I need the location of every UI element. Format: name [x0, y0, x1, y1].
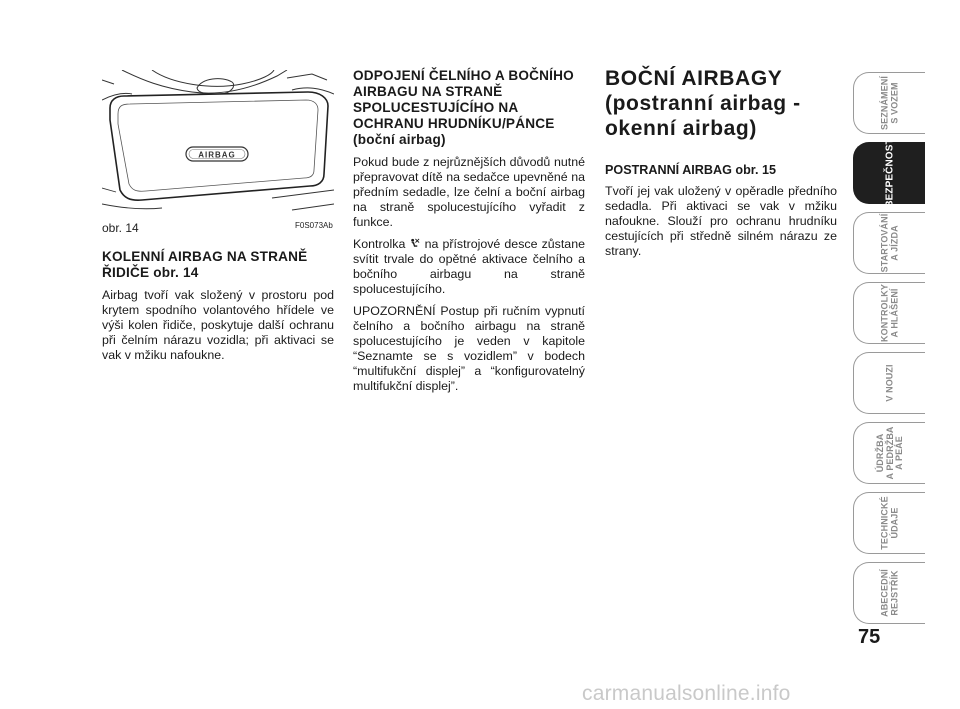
tab-label: ÚDRŽBA A PEDRŽBA A PEÁE — [874, 426, 904, 480]
tab-v-nouzi[interactable] — [853, 352, 925, 414]
tab-kontrolky-a-hlaseni[interactable] — [853, 282, 925, 344]
tab-technicke-udaje[interactable] — [853, 492, 925, 554]
knee-airbag-paragraph: Airbag tvoří vak složený v prostoru pod krytem spodního volantového hřídele ve výši kolen řidiče, poskytuje další ochranu při čelním nárazu vozidla; při aktivaci se vak v mžiku nafoukne. — [102, 288, 334, 362]
tab-abecedni-rejstrik[interactable] — [853, 562, 925, 624]
deactivation-paragraph-3: UPOZORNĚNÍ Postup při ručním vypnutí čelního a bočního airbagu na straně spolucestujícího je veden v kapitole “Seznamte se s vozidlem” v bodech “multifukční displej” a “konfigurovatelný multifukční displej”. — [353, 304, 585, 393]
side-airbag-subheading: POSTRANNÍ AIRBAG obr. 15 — [605, 163, 776, 177]
warning-lamp-text-after: na přístrojové desce zůstane svítit trvale do opětné aktivace čelního a bočního airbagu na straně spolucestujícího. — [353, 237, 585, 296]
tab-label: SEZNÁMENÍ S VOZEM — [879, 76, 899, 130]
column-knee-airbag — [102, 249, 334, 370]
airbag-illustration — [102, 70, 334, 217]
column-airbag-deactivation — [353, 68, 585, 401]
passenger-airbag-off-lamp-icon — [409, 238, 420, 249]
deactivation-paragraph-2 — [353, 237, 585, 297]
column-side-airbags — [605, 66, 837, 266]
deactivation-heading-sub: (boční airbag) — [353, 132, 446, 147]
deactivation-paragraph-1: Pokud bude z nejrůznějších důvodů nutné přepravovat dítě na sedačce upevněné na předním sedadle, lze čelní a boční airbag na straně spolucestujícího vyřadit z funkce. — [353, 155, 585, 229]
tab-seznameni-s-vozem[interactable] — [853, 72, 925, 134]
tab-bezpecnost[interactable] — [853, 138, 925, 208]
knee-airbag-drawing — [102, 70, 334, 217]
tab-startovani-a-jizda[interactable] — [853, 212, 925, 274]
title-line-3: okenní airbag) — [605, 117, 757, 140]
airbag-badge-text: AIRBAG — [198, 150, 236, 160]
watermark: carmanualsonline.info — [582, 682, 791, 705]
tab-label: V NOUZI — [883, 364, 894, 402]
tab-label: TECHNICKÉ ÚDAJE — [879, 496, 899, 550]
side-airbag-paragraph: Tvoří jej vak uložený v opěradle předního sedadla. Při aktivaci se vak v mžiku nafoukne. Slouží pro ochranu hrudníku cestujících při středně silném nárazu ze strany. — [605, 184, 837, 258]
side-airbags-title — [605, 66, 837, 141]
knee-airbag-heading: KOLENNÍ AIRBAG NA STRANĚ ŘIDIČE obr. 14 — [102, 249, 308, 280]
figure-code: F0S073Ab — [295, 221, 333, 230]
tab-label: BEZPEČNOST — [883, 138, 895, 208]
title-line-2: (postranní airbag - — [605, 92, 801, 115]
deactivation-heading: ODPOJENÍ ČELNÍHO A BOČNÍHO AIRBAGU NA STRANĚ SPOLUCESTUJÍCÍHO NA OCHRANU HRUDNÍKU/PÁNCE — [353, 68, 574, 131]
title-line-1: BOČNÍ AIRBAGY — [605, 67, 783, 90]
figure-label: obr. 14 — [102, 221, 139, 235]
tab-label: ABECEDNÍ REJSTŘÍK — [879, 569, 899, 617]
warning-lamp-text-before: Kontrolka — [353, 237, 406, 251]
tab-label: STARTOVÁNÍ A JÍZDA — [879, 213, 899, 273]
page-number: 75 — [858, 626, 881, 648]
tab-label: KONTROLKY A HLÁŠENÍ — [879, 284, 899, 342]
tab-udrzba[interactable] — [853, 422, 925, 484]
